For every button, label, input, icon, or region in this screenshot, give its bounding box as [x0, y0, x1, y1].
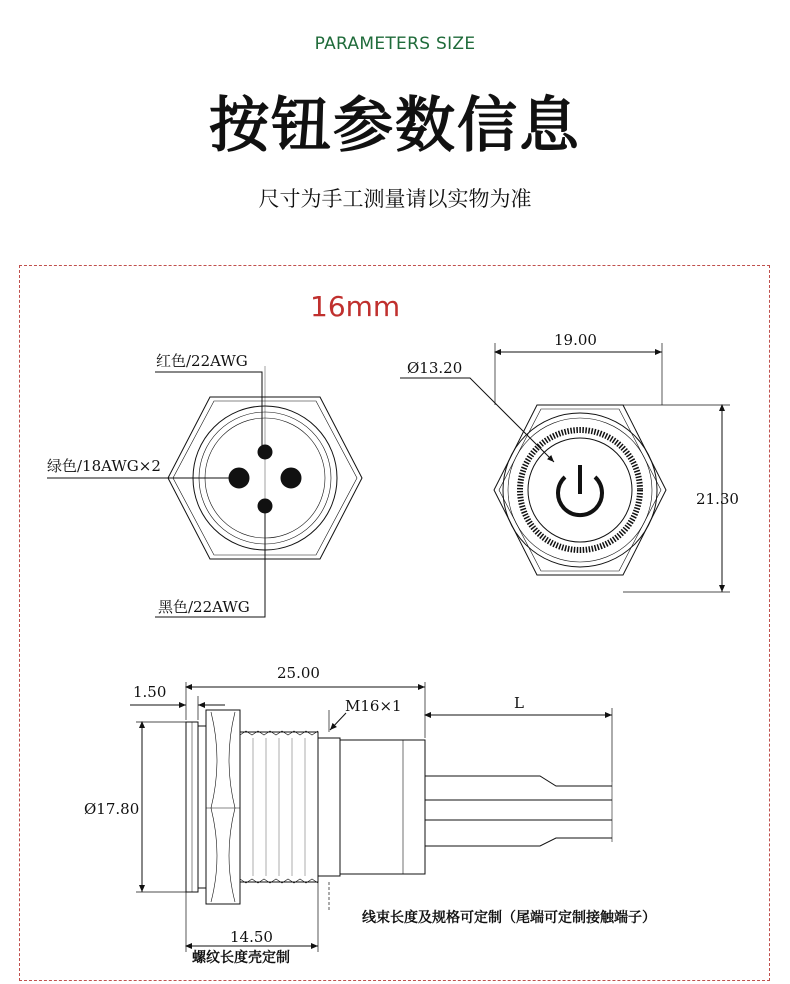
pin-left — [229, 468, 249, 488]
eyebrow-heading: PARAMETERS SIZE — [314, 34, 476, 54]
label-wire-red: 红色/22AWG — [156, 352, 248, 370]
dim-outer-diameter: Ø17.80 — [84, 800, 140, 818]
dim-length: 25.00 — [277, 664, 320, 682]
size-label: 16mm — [310, 290, 401, 323]
label-wire-black: 黑色/22AWG — [158, 598, 250, 616]
pin-right — [281, 468, 301, 488]
dim-width: 19.00 — [554, 331, 597, 349]
tail-housing — [340, 740, 425, 874]
page-subtitle: 尺寸为手工测量请以实物为准 — [258, 187, 532, 211]
rear-view — [47, 366, 362, 617]
label-wire-green: 绿色/18AWG×2 — [47, 457, 161, 475]
dim-thread: M16×1 — [345, 697, 402, 715]
front-view — [400, 343, 730, 592]
pin-top — [258, 445, 272, 459]
page-title: 按钮参数信息 — [209, 91, 581, 161]
dim-thread-length: 14.50 — [230, 928, 273, 946]
note-thread-custom: 螺纹长度壳定制 — [192, 950, 290, 966]
pin-bottom — [258, 499, 272, 513]
dim-diameter: Ø13.20 — [407, 359, 463, 377]
note-wire-custom: 线束长度及规格可定制（尾端可定制接触端子） — [362, 910, 656, 926]
dim-flange: 1.50 — [133, 683, 167, 701]
wire-bundle — [425, 776, 612, 846]
dim-wire-length: L — [514, 694, 524, 712]
dim-height: 21.30 — [696, 490, 739, 508]
